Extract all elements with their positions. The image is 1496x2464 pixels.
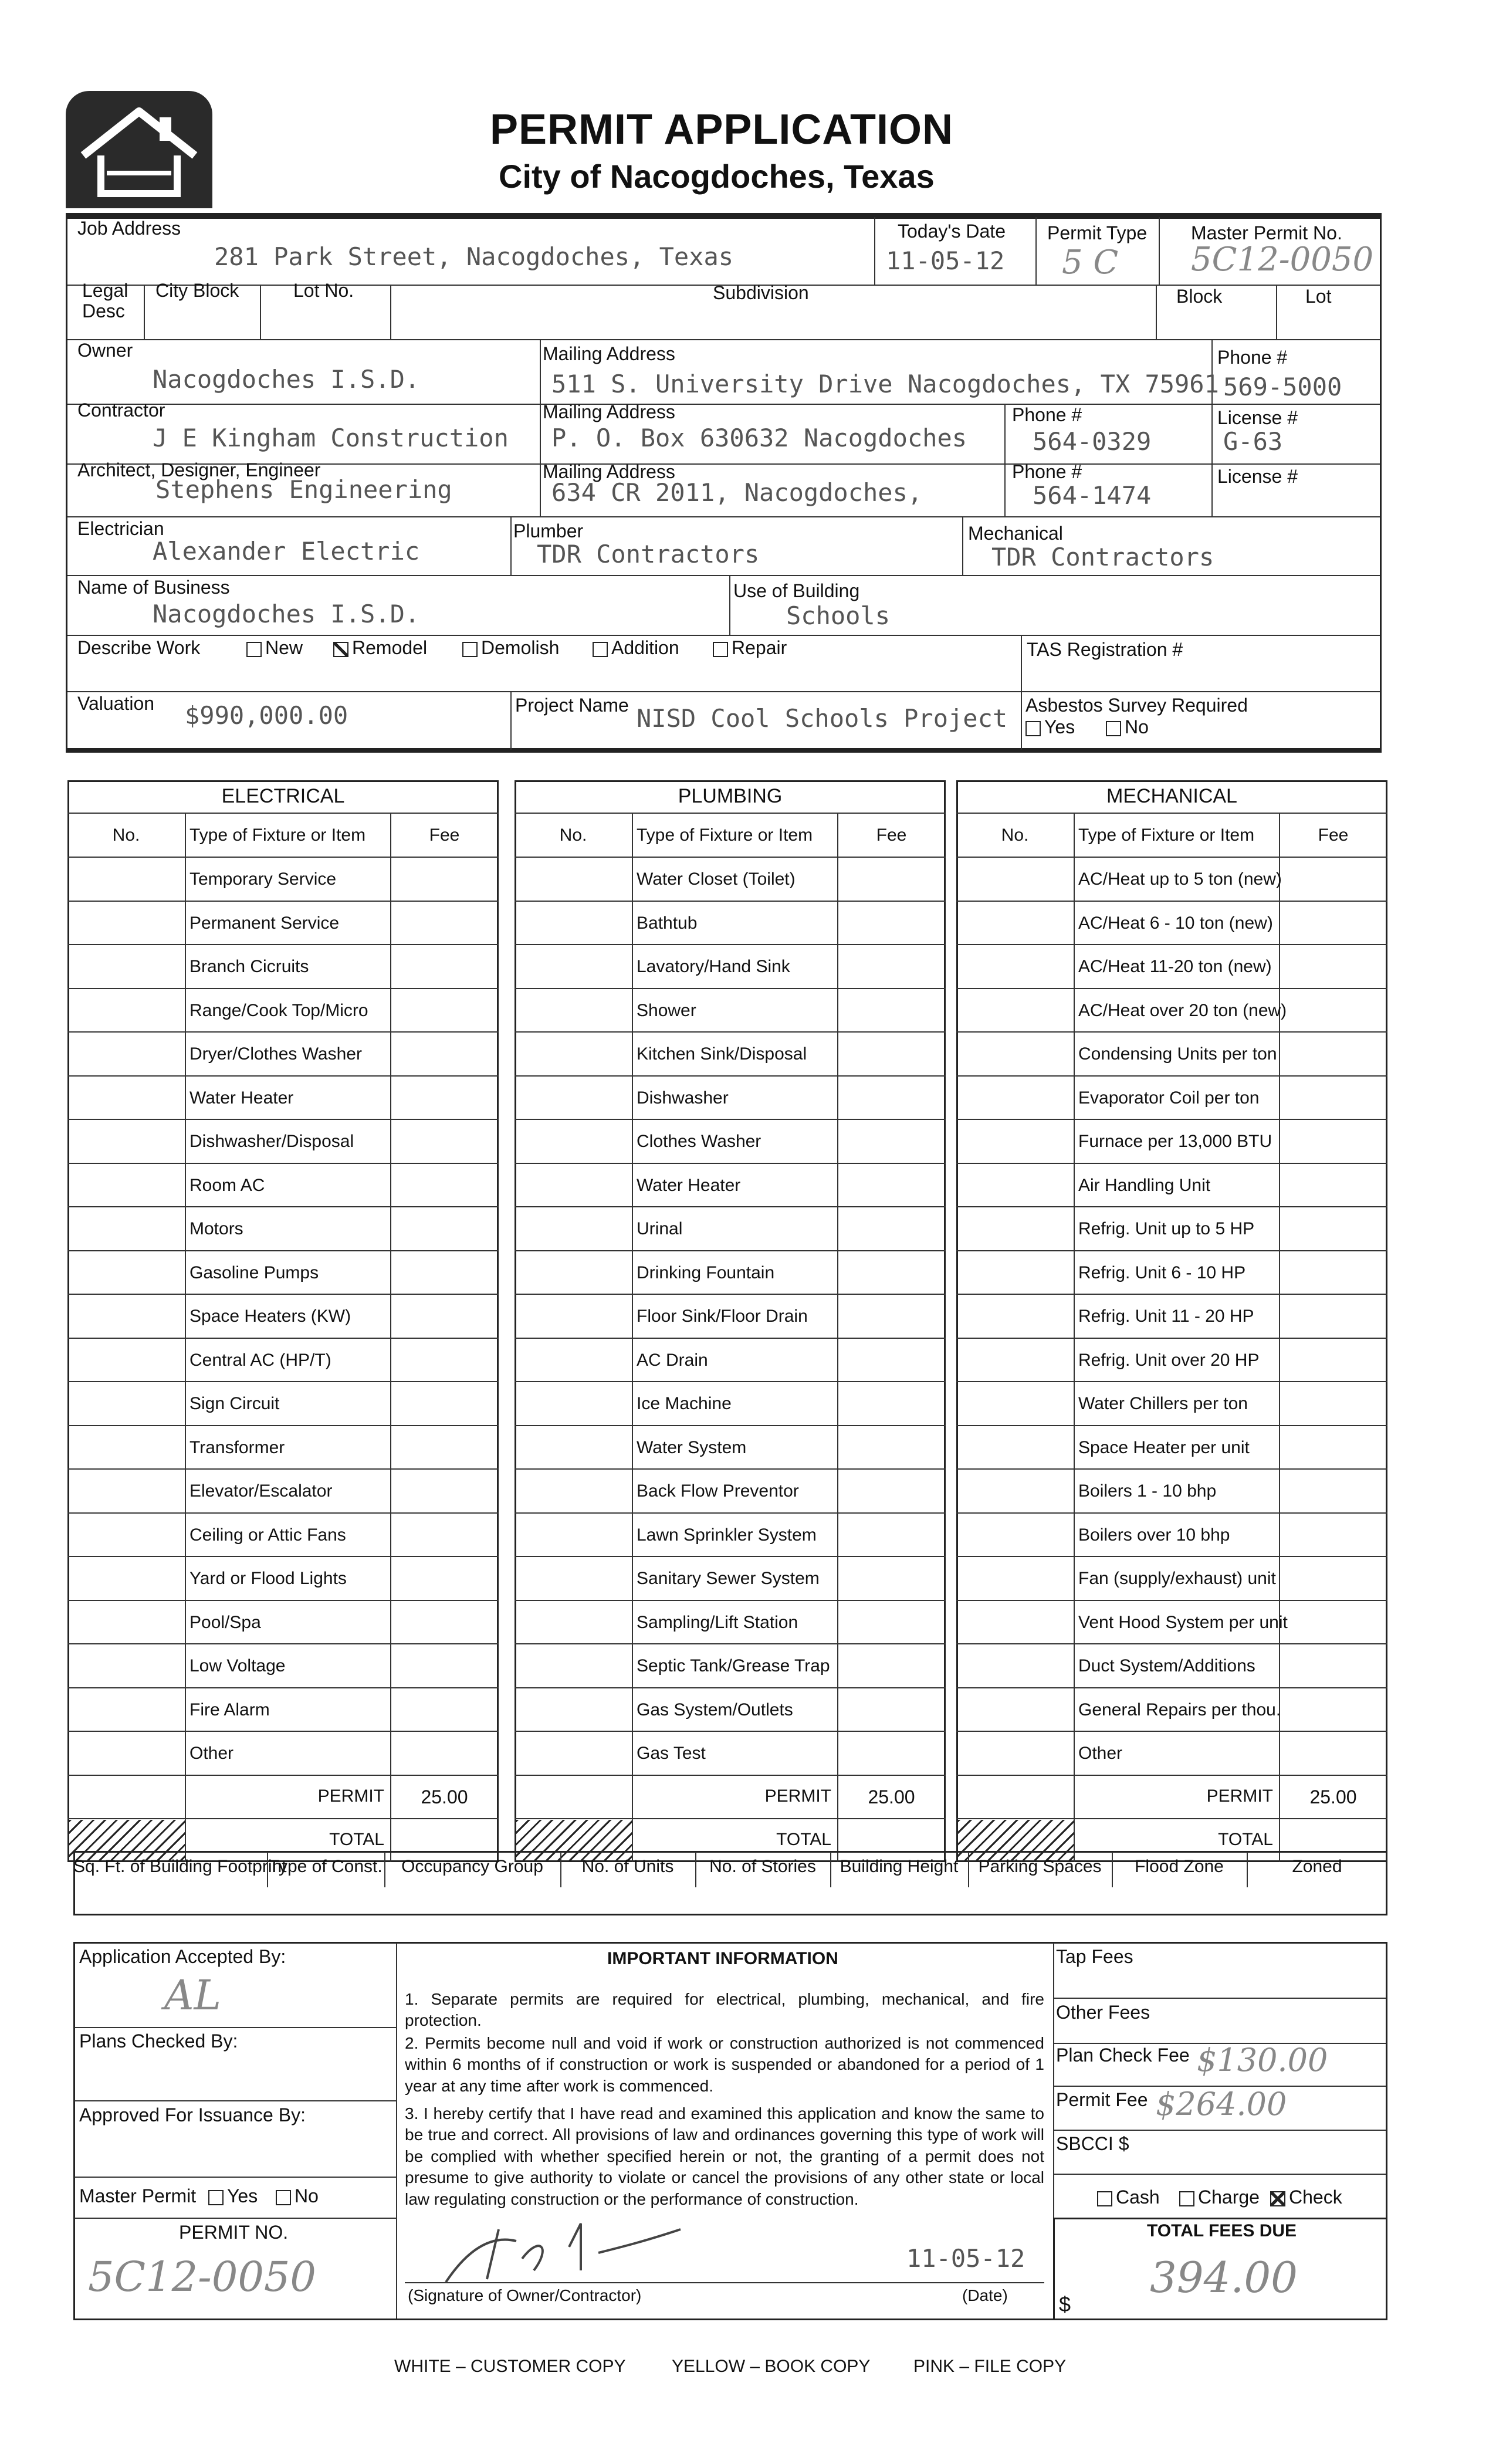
checkbox-icon — [208, 2190, 224, 2205]
page-title: PERMIT APPLICATION — [490, 106, 953, 153]
master-permit-no-label: Master Permit No. — [1191, 222, 1342, 243]
fixture-item: Refrig. Unit 6 - 10 HP — [1078, 1263, 1246, 1282]
contractor-license-label: License # — [1217, 407, 1298, 428]
mechanical-label: Mechanical — [968, 523, 1063, 544]
fixture-item: Elevator/Escalator — [189, 1481, 333, 1501]
fixture-item: Refrig. Unit up to 5 HP — [1078, 1219, 1255, 1238]
col-header-type: Type of Fixture or Item — [189, 825, 366, 845]
architect-value[interactable]: Stephens Engineering — [155, 475, 452, 504]
total-row-label: TOTAL — [329, 1830, 384, 1849]
owner-phone-value[interactable]: 569-5000 — [1223, 373, 1342, 401]
fixture-item: Clothes Washer — [637, 1132, 761, 1151]
contractor-license-value[interactable]: G-63 — [1223, 427, 1283, 456]
checked-label: Plans Checked By: — [79, 2030, 238, 2052]
business-value[interactable]: Nacogdoches I.S.D. — [153, 600, 420, 628]
total-fees-prefix: $ — [1059, 2292, 1071, 2316]
footer-yellow-copy: YELLOW – BOOK COPY — [672, 2357, 871, 2376]
electrical-table-title: ELECTRICAL — [221, 785, 345, 807]
fixture-item: Drinking Fountain — [637, 1263, 775, 1282]
fixture-item: Space Heaters (KW) — [189, 1307, 351, 1326]
permit-no-label: PERMIT NO. — [179, 2222, 289, 2243]
contractor-label: Contractor — [77, 400, 165, 421]
legal-desc-label: Legal Desc — [82, 280, 128, 322]
fixture-item: Branch Cicruits — [189, 957, 309, 976]
checkbox-icon — [462, 642, 478, 657]
contractor-phone-label: Phone # — [1012, 404, 1082, 425]
building-row-cell: Occupancy Group — [401, 1857, 543, 1876]
master-no-checkbox[interactable]: No — [276, 2186, 319, 2206]
mechanical-value[interactable]: TDR Contractors — [991, 543, 1214, 571]
fixture-item: Lawn Sprinkler System — [637, 1525, 817, 1545]
fixture-item: Permanent Service — [189, 913, 340, 933]
fixture-item: Gasoline Pumps — [189, 1263, 319, 1282]
architect-label: Architect, Designer, Engineer — [77, 459, 321, 480]
permit-row-fee: 25.00 — [421, 1786, 468, 1808]
contractor-phone-value[interactable]: 564-0329 — [1033, 427, 1152, 456]
owner-value[interactable]: Nacogdoches I.S.D. — [153, 365, 420, 394]
fixture-item: Refrig. Unit over 20 HP — [1078, 1350, 1260, 1370]
business-label: Name of Business — [77, 577, 230, 598]
footer-white-copy: WHITE – CUSTOMER COPY — [394, 2357, 626, 2376]
fixture-item: Septic Tank/Grease Trap — [637, 1656, 830, 1676]
lot-label: Lot — [1305, 286, 1332, 307]
valuation-value[interactable]: $990,000.00 — [185, 701, 348, 730]
logo-badge — [66, 91, 212, 208]
checkbox-icon — [713, 642, 728, 657]
fixture-item: Pool/Spa — [189, 1612, 261, 1632]
col-header-fee: Fee — [1318, 825, 1349, 845]
fixture-item: Dishwasher — [637, 1088, 729, 1108]
total-row-label: TOTAL — [1218, 1830, 1273, 1849]
house-icon — [66, 91, 212, 208]
permit-fee-label: Permit Fee — [1056, 2089, 1148, 2110]
accepted-label: Application Accepted By: — [79, 1946, 286, 1967]
permit-row-label: PERMIT — [764, 1786, 831, 1806]
building-row-cell: No. of Units — [581, 1857, 674, 1876]
fixture-item: Duct System/Additions — [1078, 1656, 1255, 1676]
fixture-item: AC/Heat up to 5 ton (new) — [1078, 869, 1282, 889]
project-value[interactable]: NISD Cool Schools Project — [637, 704, 1008, 733]
col-header-fee: Fee — [429, 825, 460, 845]
signature-label: (Signature of Owner/Contractor) — [408, 2286, 642, 2304]
permit-type-value[interactable]: 5 C — [1062, 243, 1119, 282]
footer-pink-copy: PINK – FILE COPY — [913, 2357, 1067, 2376]
master-permit-no-value[interactable]: 5C12-0050 — [1191, 241, 1374, 279]
fixture-item: Evaporator Coil per ton — [1078, 1088, 1260, 1108]
fixture-item: Air Handling Unit — [1078, 1175, 1211, 1195]
building-row-cell: Zoned — [1292, 1857, 1342, 1876]
important-item-1: 1. Separate permits are required for electrical, plumbing, mechanical, and fire protection. — [405, 1990, 1044, 2030]
work-repair-checkbox[interactable]: Repair — [713, 638, 787, 658]
electrician-label: Electrician — [77, 518, 164, 539]
checkbox-icon — [276, 2190, 291, 2205]
fixture-item: Room AC — [189, 1175, 265, 1195]
fixture-item: Water Closet (Toilet) — [637, 869, 796, 889]
fixture-item: Sampling/Lift Station — [637, 1612, 798, 1632]
subdivision-label: Subdivision — [713, 282, 809, 303]
checkbox-icon — [1106, 721, 1121, 736]
contractor-mailing-value[interactable]: P. O. Box 630632 Nacogdoches — [551, 424, 967, 452]
col-header-no: No. — [559, 825, 587, 845]
work-demolish-checkbox[interactable]: Demolish — [462, 638, 559, 658]
page-subtitle: City of Nacogdoches, Texas — [499, 158, 935, 195]
fixture-item: Dishwasher/Disposal — [189, 1132, 354, 1151]
electrician-value[interactable]: Alexander Electric — [153, 537, 420, 566]
master-yes-checkbox[interactable]: Yes — [208, 2186, 258, 2206]
date-label: (Date) — [962, 2286, 1008, 2304]
fixture-item: Space Heater per unit — [1078, 1437, 1250, 1457]
job-address-label: Job Address — [77, 218, 181, 239]
fixture-item: Dryer/Clothes Washer — [189, 1044, 362, 1064]
architect-mailing-value[interactable]: 634 CR 2011, Nacogdoches, — [551, 478, 923, 507]
work-remodel-checkbox[interactable]: Remodel — [333, 638, 427, 658]
signature-mark — [422, 2212, 751, 2294]
total-fees-value[interactable]: 394.00 — [1150, 2253, 1298, 2302]
fixture-item: Boilers over 10 bhp — [1078, 1525, 1230, 1545]
fixture-item: AC Drain — [637, 1350, 708, 1370]
permit-no-value[interactable]: 5C12-0050 — [88, 2253, 316, 2301]
valuation-label: Valuation — [77, 693, 155, 714]
building-row-cell: Flood Zone — [1135, 1857, 1224, 1876]
fixture-item: Other — [1078, 1744, 1123, 1763]
approved-label: Approved For Issuance By: — [79, 2104, 306, 2125]
permit-row-label: PERMIT — [317, 1786, 384, 1806]
fixture-item: Boilers 1 - 10 bhp — [1078, 1481, 1217, 1501]
asbestos-yes-checkbox[interactable]: Yes — [1025, 717, 1075, 737]
charge-checkbox[interactable]: Charge — [1179, 2187, 1260, 2208]
permit-fee-value[interactable]: $264.00 — [1156, 2086, 1287, 2123]
fixture-item: Bathtub — [637, 913, 698, 933]
fixture-item: Transformer — [189, 1437, 285, 1457]
checkbox-icon — [1179, 2191, 1194, 2206]
fixture-item: Ice Machine — [637, 1394, 732, 1413]
architect-phone-value[interactable]: 564-1474 — [1033, 481, 1152, 510]
other-fees-label: Other Fees — [1056, 2002, 1150, 2023]
fixture-item: Floor Sink/Floor Drain — [637, 1307, 808, 1326]
mechanical-table-title: MECHANICAL — [1106, 785, 1237, 807]
asbestos-no-checkbox[interactable]: No — [1106, 717, 1149, 737]
fixture-item: Fire Alarm — [189, 1700, 270, 1720]
fixture-item: AC/Heat 11-20 ton (new) — [1078, 957, 1272, 976]
permit-row-fee: 25.00 — [868, 1786, 915, 1808]
col-header-type: Type of Fixture or Item — [637, 825, 813, 845]
use-value[interactable]: Schools — [786, 601, 891, 630]
contractor-mailing-label: Mailing Address — [543, 401, 675, 422]
fixture-item: Sign Circuit — [189, 1394, 280, 1413]
col-header-no: No. — [112, 825, 140, 845]
fixture-item: Kitchen Sink/Disposal — [637, 1044, 807, 1064]
permit-type-label: Permit Type — [1047, 222, 1148, 243]
checkbox-icon — [593, 642, 608, 657]
check-checkbox[interactable]: Check — [1270, 2187, 1342, 2208]
important-title: IMPORTANT INFORMATION — [607, 1949, 838, 1968]
plumber-value[interactable]: TDR Contractors — [537, 540, 760, 568]
fixture-item: Fan (supply/exhaust) unit — [1078, 1569, 1276, 1588]
describe-work-label: Describe Work — [77, 637, 201, 658]
fixture-item: Furnace per 13,000 BTU — [1078, 1132, 1272, 1151]
checkbox-icon — [246, 642, 262, 657]
architect-license-label: License # — [1217, 466, 1298, 487]
building-row-cell: Parking Spaces — [978, 1857, 1102, 1876]
accepted-initials[interactable]: AL — [164, 1971, 222, 2019]
col-header-no: No. — [1001, 825, 1029, 845]
building-row-cell: Type of Const. — [269, 1857, 383, 1876]
lot-no-label: Lot No. — [293, 280, 354, 301]
asbestos-label: Asbestos Survey Required — [1025, 695, 1248, 716]
fixture-item: Yard or Flood Lights — [189, 1569, 347, 1588]
fixture-item: Ceiling or Attic Fans — [189, 1525, 346, 1545]
work-addition-checkbox[interactable]: Addition — [593, 638, 679, 658]
permit-row-fee: 25.00 — [1309, 1786, 1357, 1808]
fixture-item: Lavatory/Hand Sink — [637, 957, 790, 976]
checked-box-icon — [333, 642, 348, 657]
fixture-item: Vent Hood System per unit — [1078, 1612, 1288, 1632]
fixture-item: Refrig. Unit 11 - 20 HP — [1078, 1307, 1254, 1326]
project-label: Project Name — [515, 695, 629, 716]
use-label: Use of Building — [733, 580, 860, 601]
sbcci-label: SBCCI $ — [1056, 2133, 1129, 2154]
total-fees-label: TOTAL FEES DUE — [1147, 2221, 1297, 2240]
fixture-item: Condensing Units per ton — [1078, 1044, 1277, 1064]
fixture-item: General Repairs per thou. — [1078, 1700, 1281, 1720]
fixture-item: Water System — [637, 1437, 747, 1457]
fixture-item: Water Heater — [637, 1175, 741, 1195]
col-header-fee: Fee — [876, 825, 907, 845]
plan-check-label: Plan Check Fee — [1056, 2045, 1190, 2066]
work-new-checkbox[interactable]: New — [246, 638, 303, 658]
architect-phone-label: Phone # — [1012, 461, 1082, 482]
fixture-item: Central AC (HP/T) — [189, 1350, 331, 1370]
signature-date-value[interactable]: 11-05-12 — [906, 2244, 1025, 2273]
plan-check-value[interactable]: $130.00 — [1197, 2042, 1328, 2079]
fixture-item: Other — [189, 1744, 234, 1763]
tap-fees-label: Tap Fees — [1056, 1946, 1133, 1967]
fixture-item: Water Chillers per ton — [1078, 1394, 1248, 1413]
building-row-cell: Sq. Ft. of Building Footprint — [73, 1857, 287, 1876]
building-row-cell: Building Height — [840, 1857, 959, 1876]
fixture-item: Low Voltage — [189, 1656, 286, 1676]
contractor-value[interactable]: J E Kingham Construction — [153, 424, 509, 452]
fixture-item: Gas Test — [637, 1744, 706, 1763]
fixture-item: Water Heater — [189, 1088, 294, 1108]
todays-date-label: Today's Date — [898, 221, 1006, 242]
col-header-type: Type of Fixture or Item — [1078, 825, 1255, 845]
owner-phone-label: Phone # — [1217, 347, 1288, 368]
todays-date-value[interactable]: 11-05-12 — [886, 246, 1005, 275]
tas-label: TAS Registration # — [1027, 639, 1183, 660]
block-label: Block — [1176, 286, 1223, 307]
fixture-item: Urinal — [637, 1219, 683, 1238]
fixture-item: Temporary Service — [189, 869, 337, 889]
building-row-cell: No. of Stories — [709, 1857, 816, 1876]
city-block-label: City Block — [155, 280, 239, 301]
fixture-item: Back Flow Preventor — [637, 1481, 799, 1501]
job-address-value[interactable]: 281 Park Street, Nacogdoches, Texas — [214, 242, 734, 271]
architect-mailing-label: Mailing Address — [543, 461, 675, 482]
master-permit-label: Master Permit — [79, 2185, 197, 2206]
checkbox-icon — [1097, 2191, 1112, 2206]
plumbing-table-title: PLUMBING — [678, 785, 783, 807]
fixture-item: Shower — [637, 1000, 696, 1020]
fixture-item: AC/Heat over 20 ton (new) — [1078, 1000, 1287, 1020]
permit-row-label: PERMIT — [1206, 1786, 1273, 1806]
total-row-label: TOTAL — [776, 1830, 831, 1849]
fixture-item: Sanitary Sewer System — [637, 1569, 820, 1588]
fixture-item: Gas System/Outlets — [637, 1700, 793, 1720]
important-item-3: 3. I hereby certify that I have read and examined this application and know the same to be true and correct. All provisions of law and ordinances governing this type of work will be complied with whether specified herein or not, the granting of a permit does not presume to give authority to violate or cancel the provisions of any other state or local law regulating construction or the performance of construction. — [405, 2104, 1044, 2208]
owner-label: Owner — [77, 340, 133, 361]
fixture-item: Motors — [189, 1219, 243, 1238]
fixture-item: Range/Cook Top/Micro — [189, 1000, 368, 1020]
fixture-item: AC/Heat 6 - 10 ton (new) — [1078, 913, 1273, 933]
owner-mailing-label: Mailing Address — [543, 343, 675, 364]
checked-box-icon — [1270, 2191, 1285, 2206]
cash-checkbox[interactable]: Cash — [1097, 2187, 1160, 2208]
checkbox-icon — [1025, 721, 1041, 736]
important-item-2: 2. Permits become null and void if work or construction authorized is not commenced within 6 months of if construction or work is suspended or abandoned for a period of 1 year at any time after work is commenced. — [405, 2034, 1044, 2095]
owner-mailing-value[interactable]: 511 S. University Drive Nacogdoches, TX 75961 — [551, 370, 1219, 398]
plumber-label: Plumber — [513, 520, 584, 541]
